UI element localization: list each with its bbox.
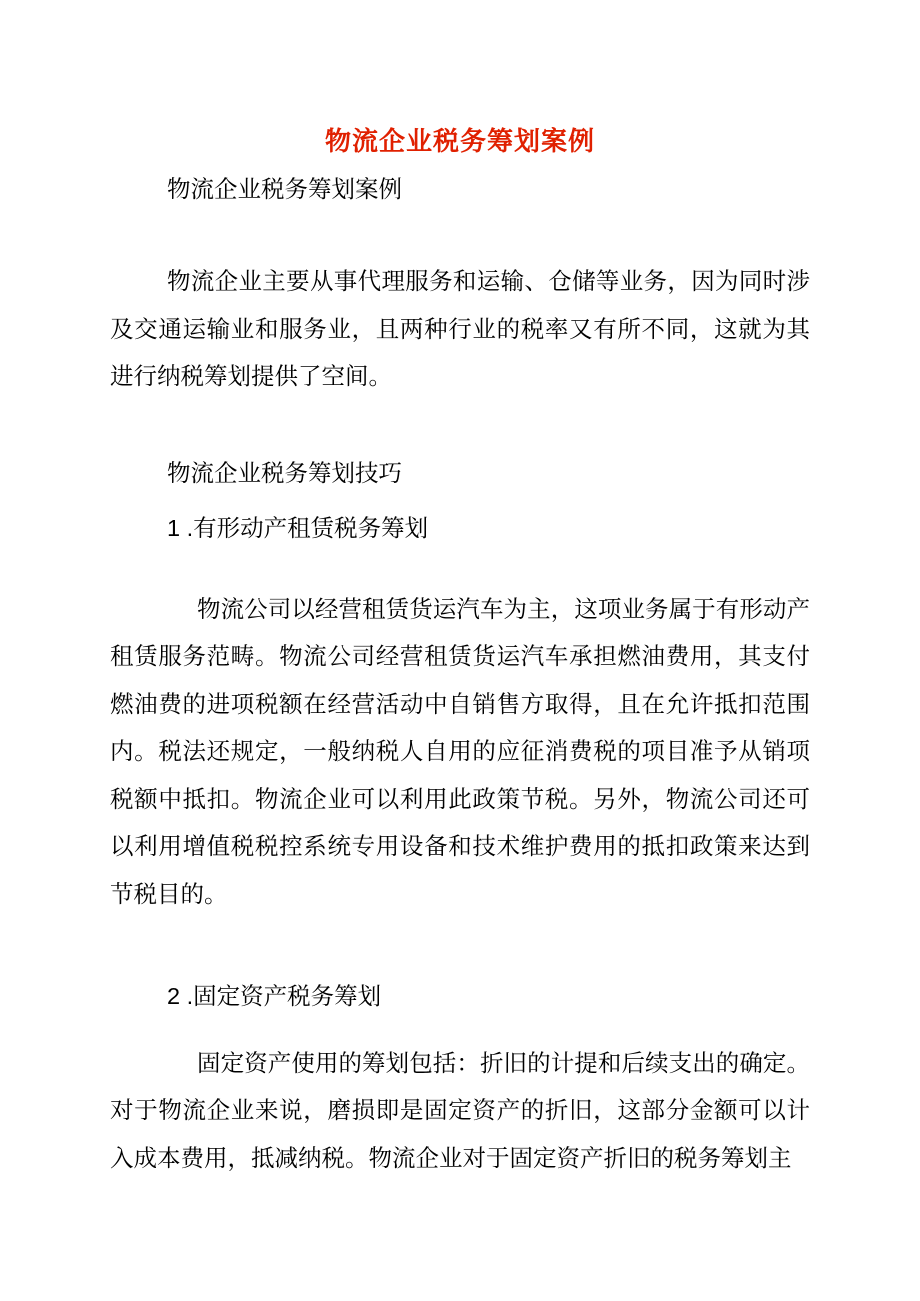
section-2-heading: 2 .固定资产税务筹划 xyxy=(167,982,382,1009)
section-heading-skills: 物流企业税务筹划技巧 xyxy=(167,460,402,486)
intro-paragraph: 物流企业主要从事代理服务和运输、仓储等业务，因为同时涉及交通运输业和服务业，且两种行业的税率又有所不同，这就为其进行纳税筹划提供了空间。 xyxy=(110,268,810,389)
section-2-paragraph: 固定资产使用的筹划包括：折旧的计提和后续支出的确定。对于物流企业来说，磨损即是固定资产的折旧，这部分金额可以计入成本费用，抵减纳税。物流企业对于固定资产折旧的税务筹划主 xyxy=(110,1049,810,1171)
document-subtitle: 物流企业税务筹划案例 xyxy=(167,175,402,202)
document-title: 物流企业税务筹划案例 xyxy=(324,126,595,156)
section-1-paragraph: 物流公司以经营租赁货运汽车为主，这项业务属于有形动产租赁服务范畴。物流公司经营租赁货运汽车承担燃油费用，其支付燃油费的进项税额在经营活动中自销售方取得，且在允许抵扣范围内。税法还规定，一般纳税人自用的应征消费税的项目准予从销项税额中抵扣。物流企业可以利用此政策节税。另外，物流公司还可以利用增值税税控系统专用设备和技术维护费用的抵扣政策来达到节税目的。 xyxy=(110,595,810,907)
section-1-heading: 1 .有形动产租赁税务筹划 xyxy=(167,515,429,541)
